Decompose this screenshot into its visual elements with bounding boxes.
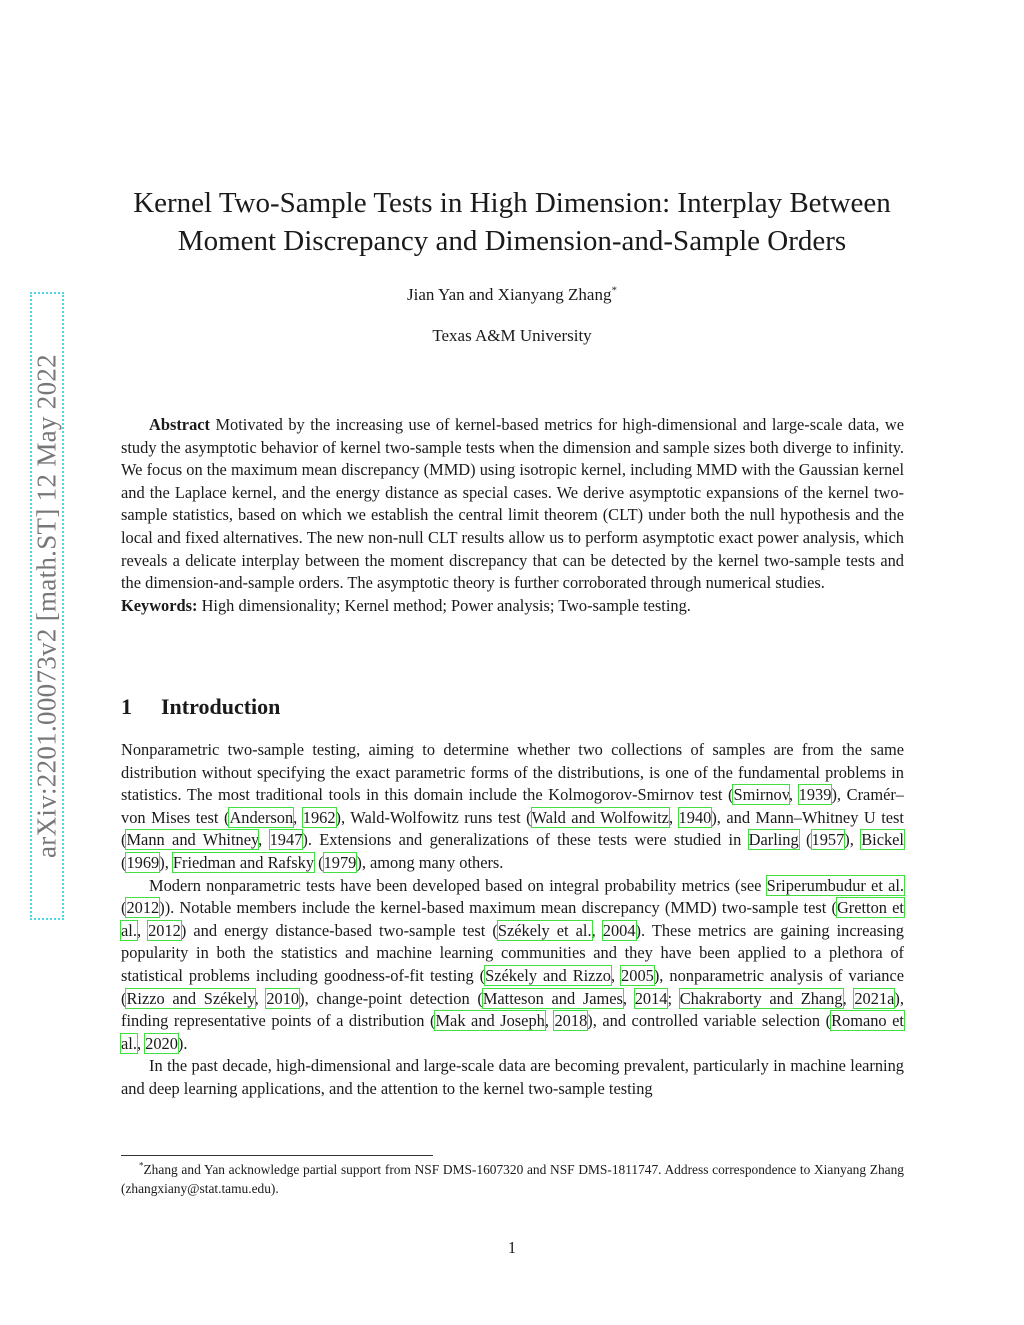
citation-rizzo-szekely[interactable]: Rizzo and Székely [126,988,255,1008]
para1-text-5: ). Extensions and generalizations of these tests were studied in [302,830,749,850]
para2-sep: , [136,920,149,940]
citation-smirnov[interactable]: Smirnov [733,785,789,805]
citation-friedman-rafsky[interactable]: Friedman and Rafsky [172,852,315,872]
citation-mak-joseph-year[interactable]: 2018 [554,1011,588,1031]
para1-sep: , [668,807,679,827]
footnote-mark: * [139,1160,144,1171]
para2-text-6: ), change-point detection ( [299,988,483,1008]
title-line-2: Moment Discrepancy and Dimension-and-Sample Orders [177,225,847,257]
citation-bickel[interactable]: Bickel [861,830,904,850]
page-number: 1 [507,1238,517,1257]
citation-romano[interactable]: Romano et al. [121,1011,904,1053]
citation-szekely-rizzo[interactable]: Székely and Rizzo [485,965,611,985]
para2-text-1: Modern nonparametric tests have been developed based on integral probability metrics (see [149,875,767,895]
citation-friedman-rafsky-year[interactable]: 1979 [323,852,357,872]
citation-mak-joseph[interactable]: Mak and Joseph [435,1011,545,1031]
paragraph-3: In the past decade, high-dimensional and large-scale data are becoming prevalent, particularly in machine learning and deep learning applications, and the attention to the kernel two-sample testing [121,1056,904,1098]
citation-szekely-rizzo-year[interactable]: 2005 [621,965,654,985]
citation-wald-wolfowitz-year[interactable]: 1940 [678,807,712,827]
section-number: 1 [121,694,132,719]
citation-chakraborty-zhang[interactable]: Chakraborty and Zhang [679,988,843,1008]
citation-romano-year[interactable]: 2020 [145,1033,178,1053]
para2-sep: , [544,1011,555,1031]
abstract-text: Motivated by the increasing use of kernel-based metrics for high-dimensional and large-scale data, we study the asymptotic behavior of kernel two-sample tests when the dimension and sample sizes both diverge to infinity. We focus on the maximum mean discrepancy (MMD) using isotropic kernel, including MMD with the Gaussian kernel and the Laplace kernel, and the energy distance as special cases. We derive asymptotic expansions of the kernel two-sample statistics, based on which we establish the central limit theorem (CLT) under both the null hypothesis and the local and fixed alternatives. The new non-null CLT results allow us to perform asymptotic exact power analysis, which reveals a delicate interplay between the moment discrepancy that can be detected by the kernel two-sample tests and the dimension-and-sample orders. The asymptotic theory is further corroborated through numerical studies. [121,415,904,593]
authors-names: Jian Yan and Xianyang Zhang [407,285,612,304]
para1-text-6: ), among many others. [356,852,504,872]
citation-bickel-year[interactable]: 1969 [126,852,160,872]
affiliation: Texas A&M University [432,326,592,345]
citation-darling-year[interactable]: 1957 [811,830,845,850]
para1-sep: , [788,785,799,805]
para2-text-2: )). Notable members include the kernel-based maximum mean discrepancy (MMD) two-sample test ( [159,898,837,918]
footnote-text: Zhang and Yan acknowledge partial support from NSF DMS-1607320 and NSF DMS-1811747. Address correspondence to Xianyang Zhang (zhangxiany@stat.tamu.edu). [121,1162,904,1196]
para2-sep: , [610,965,622,985]
para1-sep: ), [844,830,862,850]
para2-sep: , [136,1033,146,1053]
para2-sep: , [622,988,635,1008]
para2-sep: , [591,920,603,940]
para1-sep: ), [159,852,173,872]
citation-smirnov-year[interactable]: 1939 [798,785,832,805]
abstract-block [121,414,904,617]
para2-text-3: ) and energy distance-based two-sample test ( [180,920,498,940]
para2-text-5: ), nonparametric analysis of variance ( [121,965,905,1008]
abstract-paragraph [121,414,904,595]
citation-szekely[interactable]: Székely et al. [497,920,592,940]
citation-mann-whitney-year[interactable]: 1947 [269,830,303,850]
citation-darling[interactable]: Darling [748,830,799,850]
para1-text-1: Nonparametric two-sample testing, aiming to determine whether two collections of samples are from the same distribution without specifying the exact parametric forms of the distributions, is one of the fundamental problems in statistics. The most traditional tools in this domain include the Kolmogorov-Smirnov test ( [121,740,904,805]
keywords-text: High dimensionality; Kernel method; Power analysis; Two-sample testing. [201,595,691,615]
footnote [121,1160,904,1198]
abstract-label: Abstract [149,415,210,434]
author-list [100,284,924,306]
citation-matteson-james-year[interactable]: 2014 [634,988,668,1008]
citation-anderson-year[interactable]: 1962 [302,807,336,827]
para1-sep: ( [314,852,324,872]
para1-sep: ( [121,852,127,872]
title-line-1: Kernel Two-Sample Tests in High Dimension: Interplay Between [133,187,891,219]
citation-gretton[interactable]: Gretton et al. [121,898,904,940]
section-heading-introduction [121,693,280,721]
citation-wald-wolfowitz[interactable]: Wald and Wolfowitz [531,807,669,827]
citation-mann-whitney[interactable]: Mann and Whitney [126,830,259,850]
citation-sriperumbudur[interactable]: Sriperumbudur et al. [766,875,904,895]
para2-text-8: ), and controlled variable selection ( [587,1011,832,1031]
para1-text-4: ), and Mann–Whitney U test ( [121,807,904,850]
para1-text-3: ), Wald-Wolfowitz runs test ( [335,807,532,827]
citation-rizzo-szekely-year[interactable]: 2010 [266,988,300,1008]
citation-szekely-year[interactable]: 2004 [602,920,636,940]
para1-text-2: ), Cramér–von Mises test ( [121,785,904,827]
para1-sep: , [258,830,270,850]
para2-sep: ; [667,988,680,1008]
para2-text-4: ). These metrics are gaining increasing popularity in both the statistics and machine learning communities and they have been applied to a plethora of statistical problems including goodness-of-fit testing ( [121,920,904,985]
para2-text-7: ), finding representative points of a distribution ( [121,988,904,1031]
para2-sep: , [842,988,855,1008]
citation-sriperumbudur-year[interactable]: 2012 [126,898,160,918]
section-title: Introduction [161,694,281,719]
para2-text-9: ). [177,1033,188,1053]
footnote-divider [121,1155,433,1156]
paragraph-2 [121,875,904,1056]
author-footnote-mark[interactable]: * [611,284,617,297]
para2-sep: , [254,988,267,1008]
paper-title [100,184,924,260]
citation-chakraborty-zhang-year[interactable]: 2021a [854,988,895,1008]
keywords-label: Keywords: [121,595,198,615]
introduction-body [121,739,904,1101]
para1-sep: ( [798,830,812,850]
citation-gretton-year[interactable]: 2012 [148,920,181,940]
arxiv-identifier: arXiv:2201.00073v2 [math.ST] 12 May 2022 [31,354,62,858]
para2-sep: ( [121,898,127,918]
arxiv-stamp[interactable] [30,292,64,920]
keywords-line [121,595,904,618]
citation-anderson[interactable]: Anderson [229,807,294,827]
para1-sep: , [293,807,303,827]
paragraph-1 [121,739,904,875]
citation-matteson-james[interactable]: Matteson and James [482,988,623,1008]
